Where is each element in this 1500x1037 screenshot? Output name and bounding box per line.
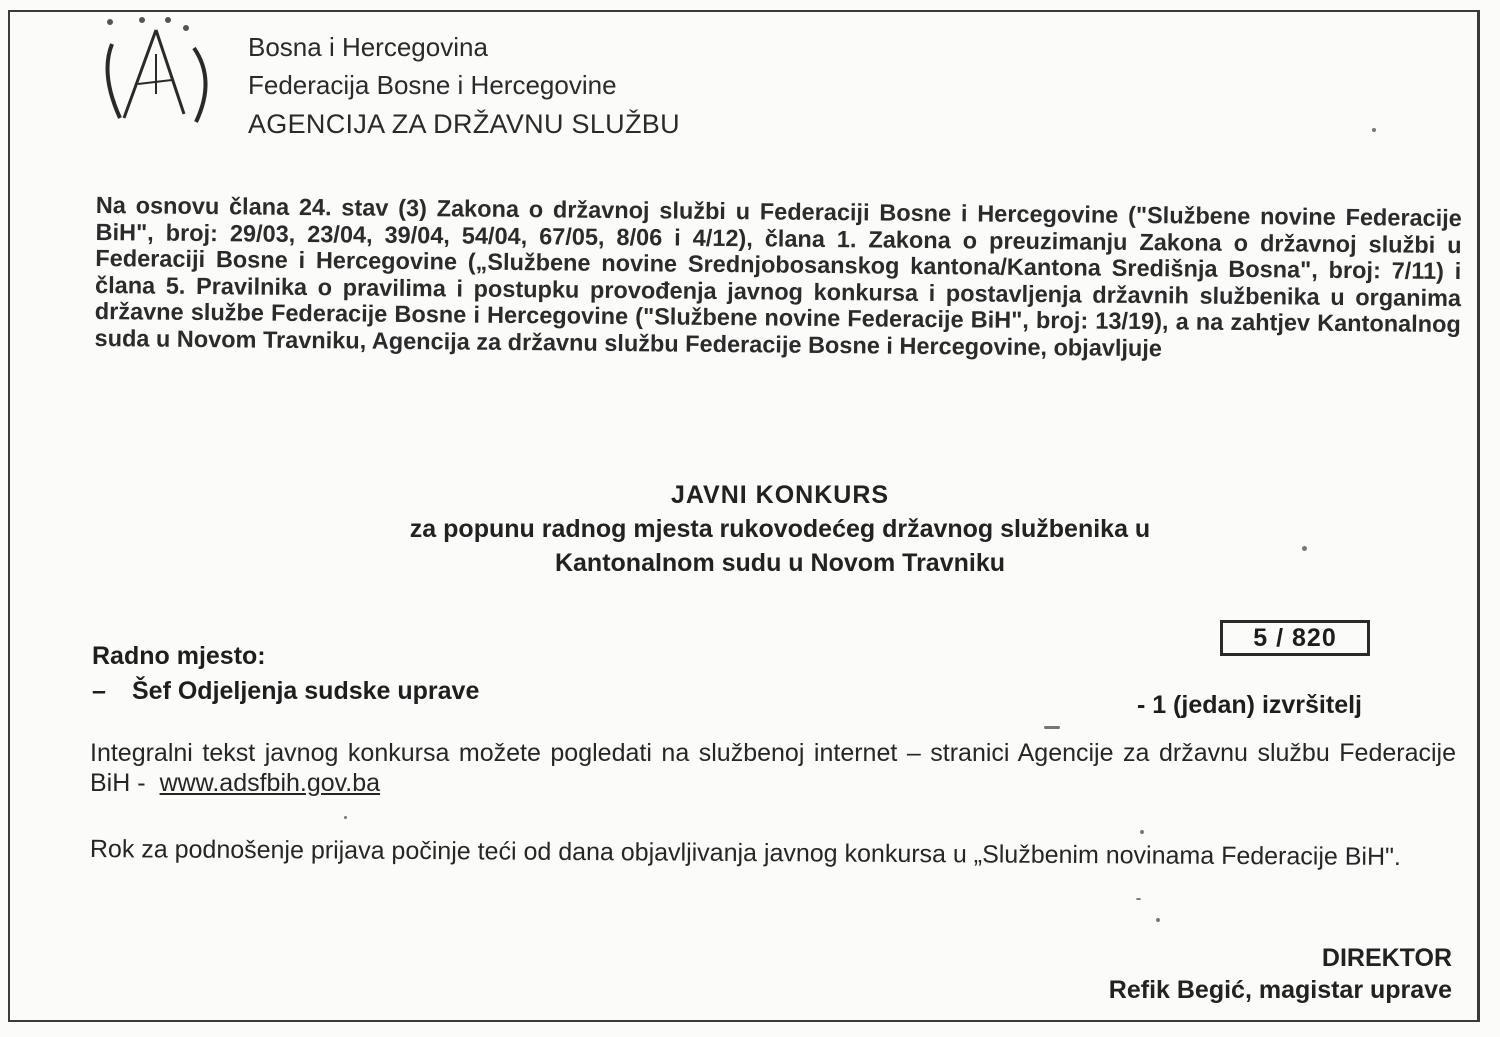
intro-paragraph: Na osnovu člana 24. stav (3) Zakona o državnoj službi u Federaciji Bosne i Hercegovine ("Službene novine Federacije BiH", broj: 29/03, 23/04, 39/04, 54/04, 67/05, 8/06 i 4/12), člana 1. Zakona o preuzimanju Zakona o državnoj službi u Federaciji Bosne i Hercegovine („Službene novine Srednjobosanskog kantona/Kantona Središnja Bosna", broj: 7/11) i člana 5. Pravilnika o pravilima i postupku provođenja javnog konkursa i postavljenja državnih službenika u organima državne službe Federacije Bosne i Hercegovine ("Službene novine Federacije BiH", broj: 13/19), a na zahtjev Kantonalnog suda u Novom Travniku, Agencija za državnu službu Federacije Bosne i Hercegovine, objavljuje xyxy=(94,192,1462,362)
info-text: Integralni tekst javnog konkursa možete pogledati na službenoj internet – stranici Agencije za državnu službu Federacije BiH - xyxy=(90,739,1456,797)
agency-header xyxy=(248,28,680,143)
header-agency: AGENCIJA ZA DRŽAVNU SLUŽBU xyxy=(248,109,680,139)
position-name: Šef Odjeljenja sudske uprave xyxy=(132,677,480,705)
signature-block xyxy=(1109,942,1452,1006)
signature-name: Refik Begić, magistar uprave xyxy=(1108,976,1452,1004)
info-paragraph xyxy=(90,738,1456,798)
title-line-2: za popunu radnog mjesta rukovodećeg državnog službenika u xyxy=(409,515,1151,543)
position-label: Radno mjesto: xyxy=(92,642,266,670)
announcement-title xyxy=(250,478,1310,580)
agency-logo-icon xyxy=(98,14,220,132)
signature-role: DIREKTOR xyxy=(1321,944,1452,972)
reference-code-box: 5 / 820 xyxy=(1220,620,1370,656)
position-executors: - 1 (jedan) izvršitelj xyxy=(1136,691,1362,719)
website-link[interactable]: www.adsfbih.gov.ba xyxy=(159,769,381,797)
header-entity: Federacija Bosne i Hercegovine xyxy=(248,70,617,100)
title-line-3: Kantonalnom sudu u Novom Travniku xyxy=(554,549,1006,577)
header-country: Bosna i Hercegovina xyxy=(248,32,488,62)
position-row xyxy=(92,677,1362,719)
position-dash: – xyxy=(92,677,106,705)
title-main: JAVNI KONKURS xyxy=(670,481,890,509)
deadline-paragraph: Rok za podnošenje prijava počinje teći od dana objavljivanja javnog konkursa u „Službenim novinama Federacije BiH". xyxy=(89,835,1401,872)
